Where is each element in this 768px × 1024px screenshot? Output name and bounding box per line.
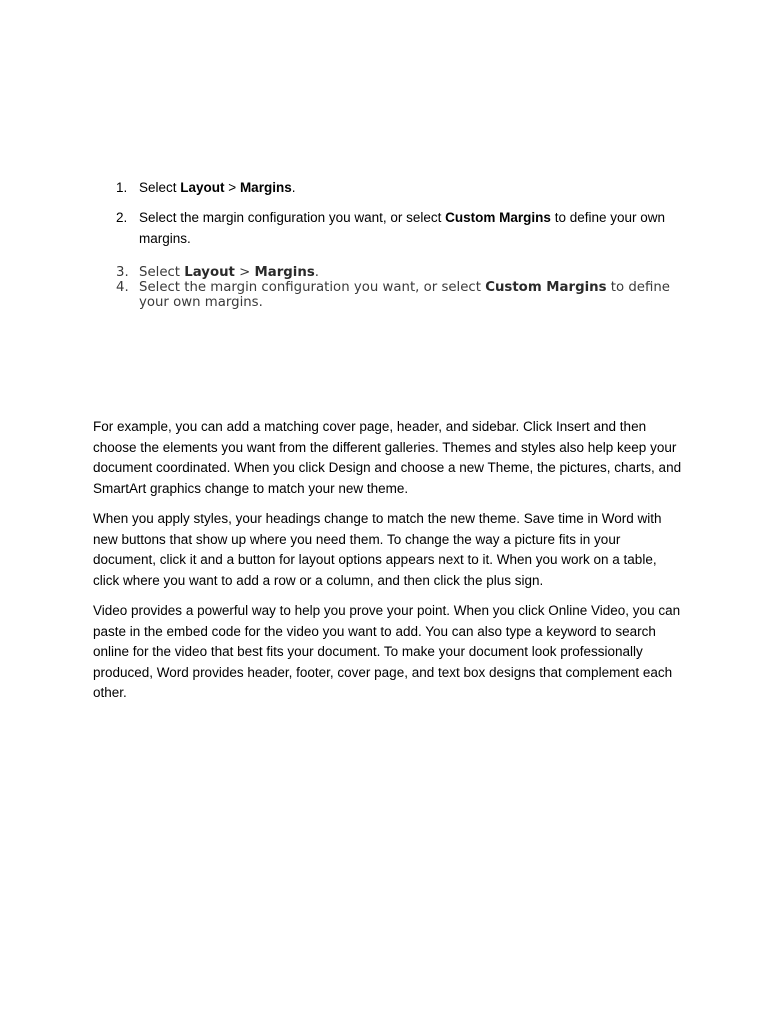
list-text-plain: . [314, 265, 319, 280]
list-text-plain: Select [139, 265, 185, 280]
list-number: 3. [116, 265, 129, 280]
list-item [93, 280, 683, 310]
list-text [139, 280, 670, 310]
list-text-separator: > [224, 180, 240, 195]
list-item [93, 265, 683, 280]
list-text-plain: Select the margin configuration you want, or select [139, 210, 446, 225]
list-text-bold: Margins [254, 265, 315, 280]
list-text-bold: Custom Margins [485, 280, 607, 296]
list-text-bold: Margins [239, 180, 292, 195]
list-text [139, 265, 319, 280]
list-text-separator: > [234, 265, 255, 280]
list-text-plain: . [291, 180, 296, 195]
list-number: 4. [116, 280, 129, 296]
list-text-bold: Custom Margins [445, 210, 551, 225]
paragraph: Video provides a powerful way to help you prove your point. When you click Online Video, you can paste in the embed code for the video you want to add. You can also type a keyword to search online for the video that best fits your document. To make your document look professionally produced, Word provides header, footer, cover page, and text box designs that complement each other. [93, 603, 681, 700]
list-text-bold: Layout [180, 180, 225, 195]
paragraph: When you apply styles, your headings change to match the new theme. Save time in Word with new buttons that show up where you need them. To change the way a picture fits in your document, click it and a button for layout options appears next to it. When you work on a table, click where you want to add a row or a column, and then click the plus sign. [93, 511, 662, 588]
paragraph: For example, you can add a matching cover page, header, and sidebar. Click Insert and then choose the elements you want from the different galleries. Themes and styles also help keep your document coordinated. When you click Design and choose a new Theme, the pictures, charts, and SmartArt graphics change to match your new theme. [93, 419, 682, 496]
list-text-bold: Layout [184, 265, 235, 280]
list-item [93, 177, 683, 198]
list-number: 2. [116, 210, 128, 225]
list-text-plain: to define your own margins. [139, 280, 670, 311]
body-text [93, 417, 683, 714]
list-text-plain: Select the margin configuration you want, or select [139, 280, 486, 296]
list-text-plain: Select [139, 180, 181, 195]
numbered-list-primary [93, 177, 683, 258]
list-number: 1. [116, 180, 128, 195]
list-text [139, 210, 665, 246]
list-item [93, 207, 683, 249]
list-text [139, 180, 295, 195]
numbered-list-secondary [93, 265, 683, 311]
list-text-plain: to define your own margins. [139, 210, 666, 246]
